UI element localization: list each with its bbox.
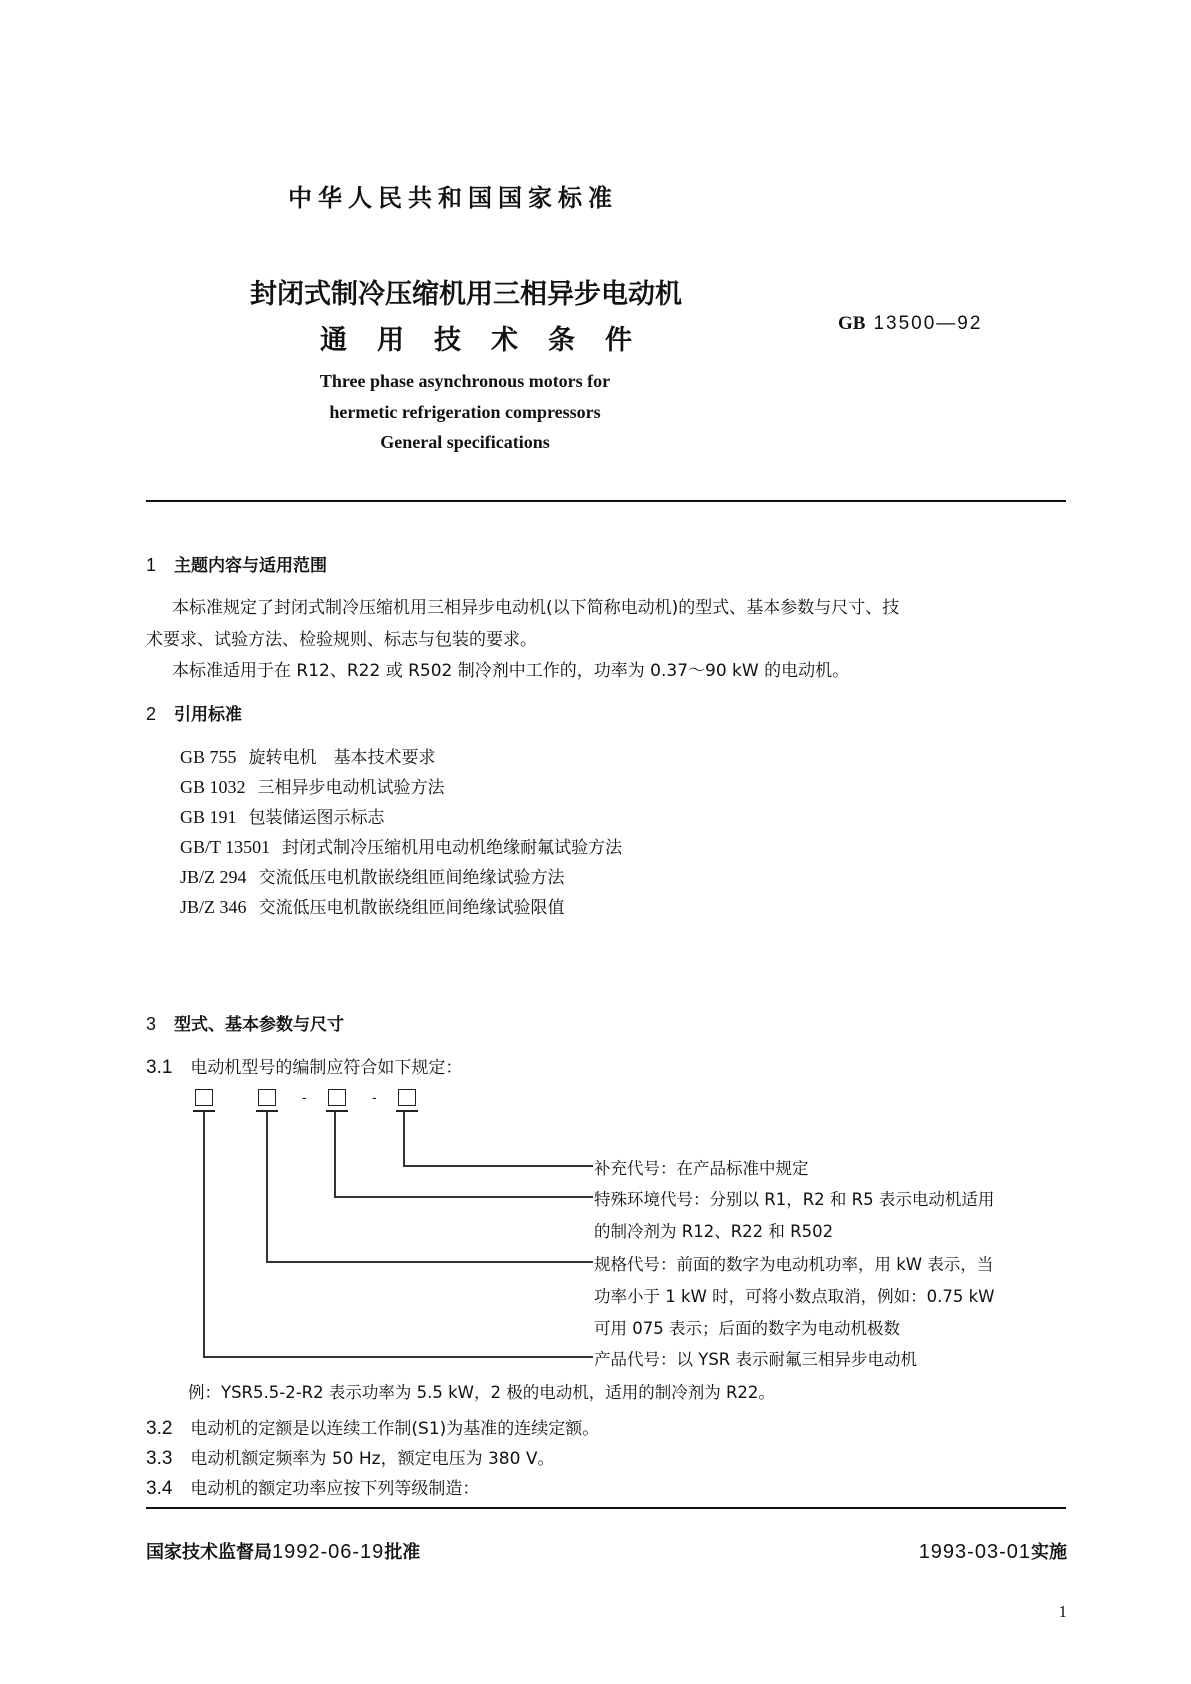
clause-3-1 <box>146 1053 462 1079</box>
connector-line <box>403 1165 593 1167</box>
legend-product-code: 产品代号：以 YSR 表示耐氟三相异步电动机 <box>594 1350 918 1369</box>
reference-title: 封闭式制冷压缩机用电动机绝缘耐氟试验方法 <box>282 838 623 858</box>
issuing-organization: 中华人民共和国国家标准 <box>288 184 618 212</box>
reference-title: 旋转电机 基本技术要求 <box>248 748 436 768</box>
connector-line <box>403 1112 405 1166</box>
section-title: 引用标准 <box>174 705 243 725</box>
legend-spec-code-cont: 可用 075 表示；后面的数字为电动机极数 <box>594 1319 900 1338</box>
code-box-spec <box>258 1089 276 1106</box>
legend-spec-code: 规格代号：前面的数字为电动机功率，用 kW 表示，当 <box>594 1255 994 1274</box>
section-number: 1 <box>146 555 157 575</box>
model-example: 例：YSR5.5-2-R2 表示功率为 5.5 kW，2 极的电动机，适用的制冷剂为 R22。 <box>188 1383 775 1402</box>
document-title-line1: 封闭式制冷压缩机用三相异步电动机 <box>250 279 682 310</box>
clause-number: 3.4 <box>146 1478 173 1499</box>
clause-number: 3.2 <box>146 1418 173 1439</box>
legend-environment-code: 特殊环境代号：分别以 R1，R2 和 R5 表示电动机适用 <box>594 1190 995 1209</box>
paragraph: 本标准规定了封闭式制冷压缩机用三相异步电动机(以下简称电动机)的型式、基本参数与尺寸、技 <box>172 598 900 618</box>
code-box-supplementary <box>398 1089 416 1106</box>
approval-info <box>146 1538 420 1564</box>
clause-text: 电动机型号的编制应符合如下规定： <box>190 1058 463 1078</box>
separator: - <box>372 1089 377 1105</box>
english-title-line2: hermetic refrigeration compressors <box>329 402 601 422</box>
reference-title: 包装储运图示标志 <box>248 808 385 828</box>
clause-3-2 <box>146 1414 599 1440</box>
clause-number: 3.1 <box>146 1057 173 1078</box>
footer-divider <box>146 1507 1066 1509</box>
reference-title: 交流低压电机散嵌绕组匝间绝缘试验方法 <box>258 868 565 888</box>
effective-info <box>919 1538 1067 1564</box>
reference-code: GB 755 <box>180 747 237 767</box>
connector-line <box>334 1112 336 1197</box>
section-3-heading <box>146 1010 344 1035</box>
box-underline <box>326 1110 348 1112</box>
reference-code: GB 191 <box>180 807 237 827</box>
reference-code: JB/Z 294 <box>180 867 247 887</box>
section-title: 主题内容与适用范围 <box>174 556 328 576</box>
clause-3-3 <box>146 1444 554 1470</box>
standard-code <box>838 312 982 335</box>
legend-environment-code-cont: 的制冷剂为 R12、R22 和 R502 <box>594 1222 834 1241</box>
section-number: 3 <box>146 1014 157 1034</box>
section-1-heading <box>146 551 327 576</box>
reference-title: 三相异步电动机试验方法 <box>257 778 445 798</box>
effective-label: 实施 <box>1031 1542 1067 1563</box>
approval-label: 批准 <box>384 1542 421 1563</box>
reference-item <box>180 773 445 798</box>
reference-title: 交流低压电机散嵌绕组匝间绝缘试验限值 <box>258 898 565 918</box>
reference-code: JB/Z 346 <box>180 897 247 917</box>
code-box-environment <box>328 1089 346 1106</box>
reference-item <box>180 893 565 918</box>
legend-supplementary-code: 补充代号：在产品标准中规定 <box>594 1159 809 1178</box>
reference-item <box>180 833 622 858</box>
reference-item <box>180 743 436 768</box>
connector-line <box>334 1196 593 1198</box>
effective-date: 1993-03-01 <box>918 1541 1031 1563</box>
clause-3-4 <box>146 1474 479 1500</box>
standard-prefix: GB <box>838 313 866 334</box>
connector-line <box>203 1356 593 1358</box>
approving-authority: 国家技术监督局 <box>146 1542 272 1563</box>
reference-item <box>180 803 385 828</box>
approval-date: 1992-06-19 <box>272 1541 385 1563</box>
section-2-heading <box>146 700 242 725</box>
clause-text: 电动机的定额是以连续工作制(S1)为基准的连续定额。 <box>190 1419 600 1439</box>
reference-code: GB/T 13501 <box>180 837 271 857</box>
box-underline <box>396 1110 418 1112</box>
clause-number: 3.3 <box>146 1448 173 1469</box>
reference-code: GB 1032 <box>180 777 246 797</box>
page-number: 1 <box>1058 1602 1067 1621</box>
legend-spec-code-cont: 功率小于 1 kW 时，可将小数点取消，例如：0.75 kW <box>594 1287 995 1306</box>
connector-line <box>266 1112 268 1262</box>
connector-line <box>266 1261 593 1263</box>
english-title-line1: Three phase asynchronous motors for <box>319 371 611 391</box>
connector-line <box>203 1112 205 1356</box>
clause-text: 电动机额定频率为 50 Hz，额定电压为 380 V。 <box>190 1449 555 1469</box>
reference-item <box>180 863 565 888</box>
header-divider <box>146 500 1066 502</box>
english-title-line3: General specifications <box>380 432 550 452</box>
paragraph: 本标准适用于在 R12、R22 或 R502 制冷剂中工作的，功率为 0.37～90 kW 的电动机。 <box>172 661 850 681</box>
document-title-line2: 通用技术条件 <box>320 325 662 356</box>
section-title: 型式、基本参数与尺寸 <box>174 1015 345 1035</box>
section-number: 2 <box>146 704 157 724</box>
clause-text: 电动机的额定功率应按下列等级制造： <box>190 1479 480 1499</box>
separator: - <box>302 1089 307 1105</box>
paragraph: 术要求、试验方法、检验规则、标志与包装的要求。 <box>146 630 537 650</box>
code-box-product <box>195 1089 213 1106</box>
standard-number: 13500—92 <box>873 313 983 334</box>
